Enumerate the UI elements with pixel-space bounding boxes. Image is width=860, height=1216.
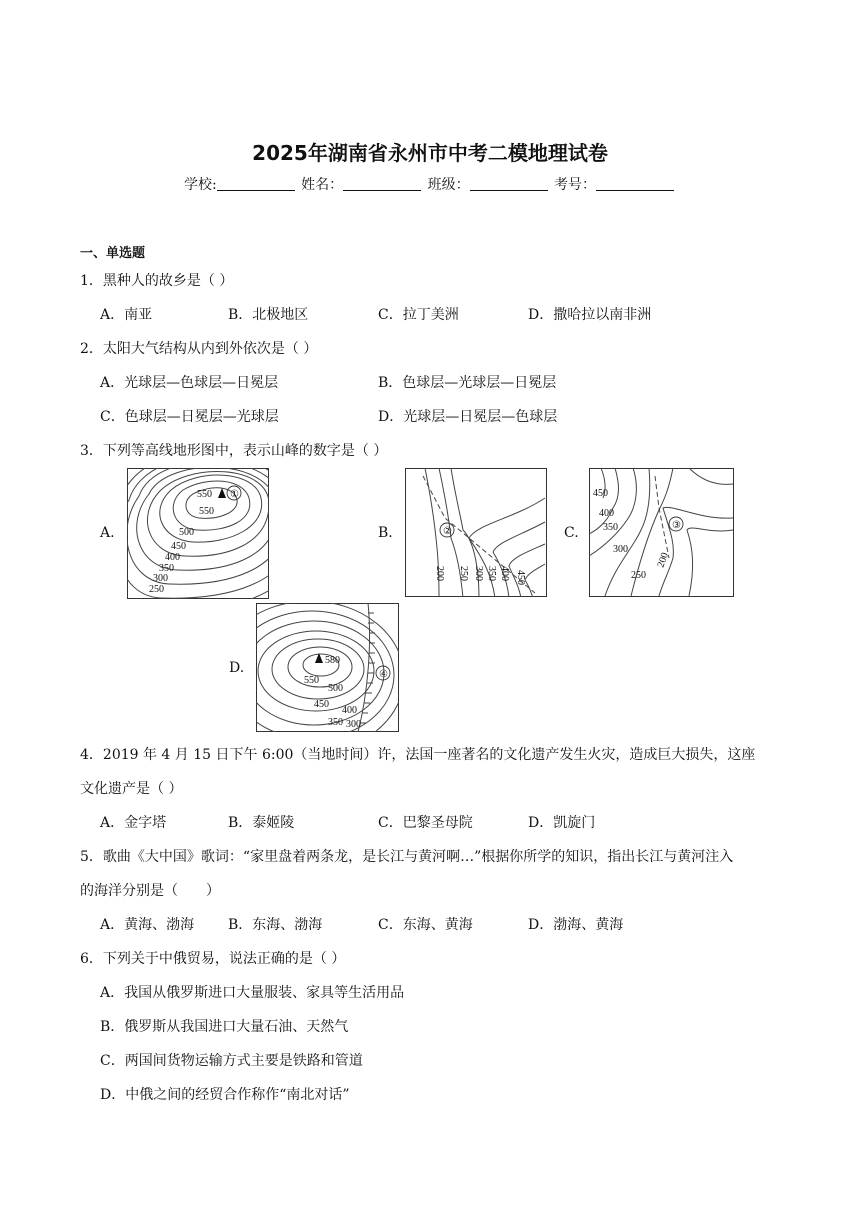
map-a-label-550: 550 <box>199 506 214 517</box>
q1-option-b[interactable]: B．北极地区 <box>228 307 309 323</box>
map-d-label-350: 350 <box>328 717 343 728</box>
map-c-label-300: 300 <box>613 544 628 555</box>
map-b-label-250: 250 <box>458 566 469 581</box>
map-a-marker: ① <box>230 489 239 500</box>
map-b-label-300: 300 <box>473 566 484 581</box>
q6-option-a[interactable]: A．我国从俄罗斯进口大量服装、家具等生活用品 <box>100 985 405 1001</box>
contour-map-d <box>256 603 399 732</box>
map-d-label-550: 550 <box>304 675 319 686</box>
q2-option-c[interactable]: C．色球层—日冕层—光球层 <box>100 409 279 425</box>
q1-option-c[interactable]: C．拉丁美洲 <box>378 307 459 323</box>
class-label: 班级： <box>427 177 470 193</box>
map-d-label-300: 300 <box>346 719 361 730</box>
q2-option-b[interactable]: B．色球层—光球层—日冕层 <box>378 375 557 391</box>
q3-option-d[interactable]: D. <box>229 660 245 676</box>
question-3-stem: 3．下列等高线地形图中，表示山峰的数字是（ ） <box>80 443 388 459</box>
q4-option-b[interactable]: B．泰姬陵 <box>228 815 295 831</box>
q4-option-a[interactable]: A．金字塔 <box>100 815 167 831</box>
q2-option-d[interactable]: D．光球层—日冕层—色球层 <box>378 409 558 425</box>
map-d-label-400: 400 <box>342 705 357 716</box>
map-b-marker: ② <box>443 526 452 537</box>
page-title: 2025年湖南省永州市中考二模地理试卷 <box>252 141 608 165</box>
q4-option-d[interactable]: D．凯旋门 <box>528 815 596 831</box>
contour-map-c <box>589 468 734 597</box>
question-2-stem: 2．太阳大气结构从内到外依次是（ ） <box>80 341 318 357</box>
map-c-label-400: 400 <box>599 508 614 519</box>
q3-option-c[interactable]: C. <box>564 525 579 541</box>
map-a-label-400: 400 <box>165 552 180 563</box>
q1-option-a[interactable]: A．南亚 <box>100 307 153 323</box>
name-field[interactable] <box>343 176 421 191</box>
school-label: 学校: <box>183 177 217 193</box>
class-field[interactable] <box>470 176 548 191</box>
q5-option-c[interactable]: C．东海、黄海 <box>378 917 473 933</box>
map-a-label-450: 450 <box>171 541 186 552</box>
q4-option-c[interactable]: C．巴黎圣母院 <box>378 815 473 831</box>
question-4-stem-line1: 4．2019 年 4 月 15 日下午 6:00（当地时间）许，法国一座著名的文化遗产发生火灾，造成巨大损失，这座 <box>80 747 756 763</box>
map-d-label-450: 450 <box>314 699 329 710</box>
name-label: 姓名： <box>301 177 344 193</box>
map-a-label-350: 350 <box>159 563 174 574</box>
map-d-label-500: 500 <box>328 683 343 694</box>
map-c-label-250: 250 <box>631 570 646 581</box>
q3-option-a[interactable]: A. <box>100 525 115 541</box>
map-b-label-350: 350 <box>486 566 497 581</box>
q6-option-d[interactable]: D．中俄之间的经贸合作称作“南北对话” <box>100 1087 350 1103</box>
question-4-stem-line2: 文化遗产是（ ） <box>80 781 183 797</box>
map-c-marker: ③ <box>672 520 681 531</box>
question-1-stem: 1．黑种人的故乡是（ ） <box>80 273 234 289</box>
map-b-label-450: 450 <box>515 570 526 585</box>
contour-map-b <box>405 468 547 597</box>
school-field[interactable] <box>217 176 295 191</box>
question-5-stem-line2: 的海洋分别是（ ） <box>80 883 220 899</box>
question-6-stem: 6．下列关于中俄贸易，说法正确的是（ ） <box>80 951 346 967</box>
map-a-label-250: 250 <box>149 584 164 595</box>
map-b-label-400: 400 <box>499 566 510 581</box>
map-b-label-200: 200 <box>434 566 445 581</box>
question-5-stem-line1: 5．歌曲《大中国》歌词：“家里盘着两条龙，是长江与黄河啊…”根据你所学的知识，指出长江与黄河注入 <box>80 849 734 865</box>
contour-map-a <box>127 468 269 599</box>
q6-option-c[interactable]: C．两国间货物运输方式主要是铁路和管道 <box>100 1053 363 1069</box>
section-title: 一、单选题 <box>80 246 146 261</box>
map-c-label-450: 450 <box>593 488 608 499</box>
q5-option-a[interactable]: A．黄海、渤海 <box>100 917 195 933</box>
q3-option-b[interactable]: B. <box>378 525 393 541</box>
map-d-label-580: 580 <box>325 655 340 666</box>
exam-no-field[interactable] <box>596 176 674 191</box>
map-d-marker: ④ <box>379 669 388 680</box>
exam-no-label: 考号： <box>554 177 597 193</box>
map-a-label-300: 300 <box>153 573 168 584</box>
q1-option-d[interactable]: D．撒哈拉以南非洲 <box>528 307 652 323</box>
q2-option-a[interactable]: A．光球层—色球层—日冕层 <box>100 375 279 391</box>
q6-option-b[interactable]: B．俄罗斯从我国进口大量石油、天然气 <box>100 1019 349 1035</box>
q5-option-b[interactable]: B．东海、渤海 <box>228 917 323 933</box>
map-a-label-500: 500 <box>179 527 194 538</box>
map-a-label-550-peak: 550 <box>197 489 212 500</box>
map-c-label-200: 200 <box>655 551 671 570</box>
q5-option-d[interactable]: D．渤海、黄海 <box>528 917 624 933</box>
student-info-line <box>0 174 860 194</box>
map-c-label-350: 350 <box>603 522 618 533</box>
